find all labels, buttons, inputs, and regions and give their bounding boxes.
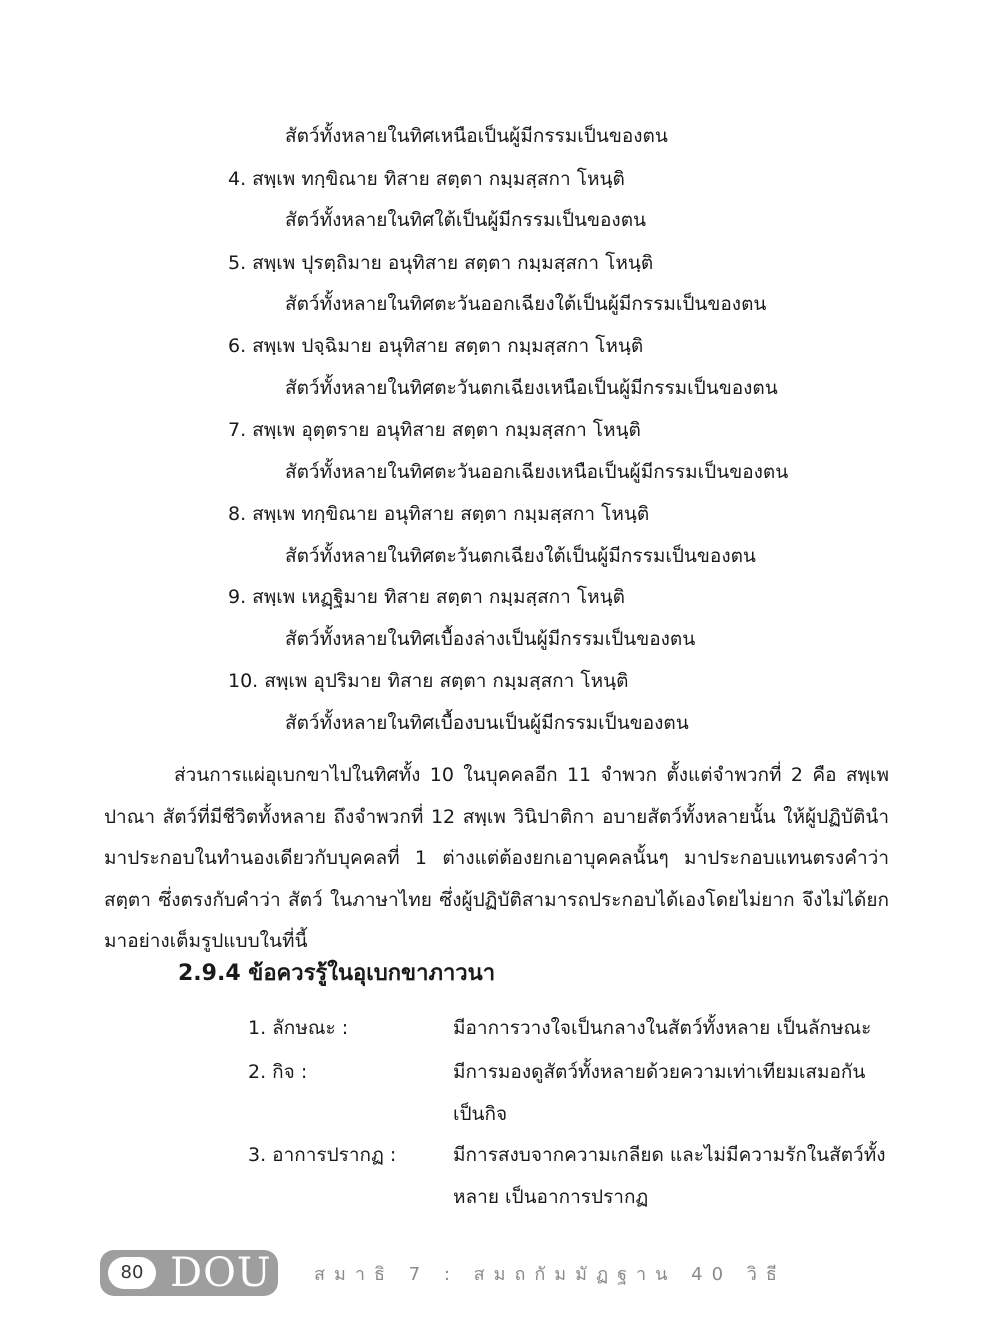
verse-8-translation: สัตว์ทั้งหลายในทิศตะวันตกเฉียงใต้เป็นผู้มีกรรมเป็นของตน [285,545,756,567]
verse-8-pali: 8. สพฺเพ ทกฺขิณาย อนุทิสาย สตฺตา กมฺมสฺสกา โหนฺติ [228,503,650,525]
body-paragraph [104,755,889,963]
verse-7-translation: สัตว์ทั้งหลายในทิศตะวันออกเฉียงเหนือเป็นผู้มีกรรมเป็นของตน [285,461,789,483]
verse-10-translation: สัตว์ทั้งหลายในทิศเบื้องบนเป็นผู้มีกรรมเป็นของตน [285,712,689,734]
verse-6-pali: 6. สพฺเพ ปจฺฉิมาย อนุทิสาย สตฺตา กมฺมสฺสกา โหนฺติ [228,335,644,357]
item-desc-manifestation: มีการสงบจากความเกลียด และไม่มีความรักในสัตว์ทั้งหลาย เป็นอาการปรากฏ [453,1144,886,1208]
verse-4-pali: 4. สพฺเพ ทกฺขิณาย ทิสาย สตฺตา กมฺมสฺสกา โหนฺติ [228,168,625,190]
item-term-characteristic: 1. ลักษณะ : [248,1017,349,1039]
verse-10-pali: 10. สพฺเพ อุปริมาย ทิสาย สตฺตา กมฺมสฺสกา โหนฺติ [228,670,629,692]
running-title: สมาธิ 7 : สมถกัมมัฏฐาน 40 วิธี [314,1264,786,1285]
verse-5-translation: สัตว์ทั้งหลายในทิศตะวันออกเฉียงใต้เป็นผู้มีกรรมเป็นของตน [285,293,767,315]
verse-6-translation: สัตว์ทั้งหลายในทิศตะวันตกเฉียงเหนือเป็นผู้มีกรรมเป็นของตน [285,377,778,399]
page-number: 80 [108,1257,156,1289]
verse-9-translation: สัตว์ทั้งหลายในทิศเบื้องล่างเป็นผู้มีกรรมเป็นของตน [285,628,696,650]
body-paragraph-text: ส่วนการแผ่อุเบกขาไปในทิศทั้ง 10 ในบุคคลอีก 11 จำพวก ตั้งแต่จำพวกที่ 2 คือ สพฺเพ ปาณา สัตว์ที่มีชีวิตทั้งหลาย ถึงจำพวกที่ 12 สพฺเพ วินิปาติกา อบายสัตว์ทั้งหลายนั้น ให้ผู้ปฏิบัตินำมาประกอบในทำนองเดียวกับบุคคลที่ 1 ต่างแต่ต้องยกเอาบุคคลนั้นๆ มาประกอบแทนตรงคำว่า สตฺตา ซึ่งตรงกับคำว่า สัตว์ ในภาษาไทย ซึ่งผู้ปฏิบัติสามารถประกอบได้เองโดยไม่ยาก จึงไม่ได้ยกมาอย่างเต็มรูปแบบในที่นี้ [104,764,889,952]
verse-3-translation: สัตว์ทั้งหลายในทิศเหนือเป็นผู้มีกรรมเป็นของตน [285,125,668,147]
verse-7-pali: 7. สพฺเพ อุตฺตราย อนุทิสาย สตฺตา กมฺมสฺสกา โหนฺติ [228,419,641,441]
verse-5-pali: 5. สพฺเพ ปุรตฺถิมาย อนุทิสาย สตฺตา กมฺมสฺสกา โหนฺติ [228,252,654,274]
verse-4-translation: สัตว์ทั้งหลายในทิศใต้เป็นผู้มีกรรมเป็นของตน [285,209,647,231]
item-term-manifestation: 3. อาการปรากฏ : [248,1144,397,1166]
brand-logo: DOU [170,1250,272,1296]
item-desc-function: มีการมองดูสัตว์ทั้งหลายด้วยความเท่าเทียมเสมอกัน เป็นกิจ [453,1061,866,1125]
section-heading: 2.9.4 ข้อควรรู้ในอุเบกขาภาวนา [178,961,496,986]
item-term-function: 2. กิจ : [248,1061,308,1083]
verse-9-pali: 9. สพฺเพ เหฏฺฐิมาย ทิสาย สตฺตา กมฺมสฺสกา โหนฺติ [228,586,625,608]
item-desc-characteristic: มีอาการวางใจเป็นกลางในสัตว์ทั้งหลาย เป็นลักษณะ [453,1017,872,1039]
